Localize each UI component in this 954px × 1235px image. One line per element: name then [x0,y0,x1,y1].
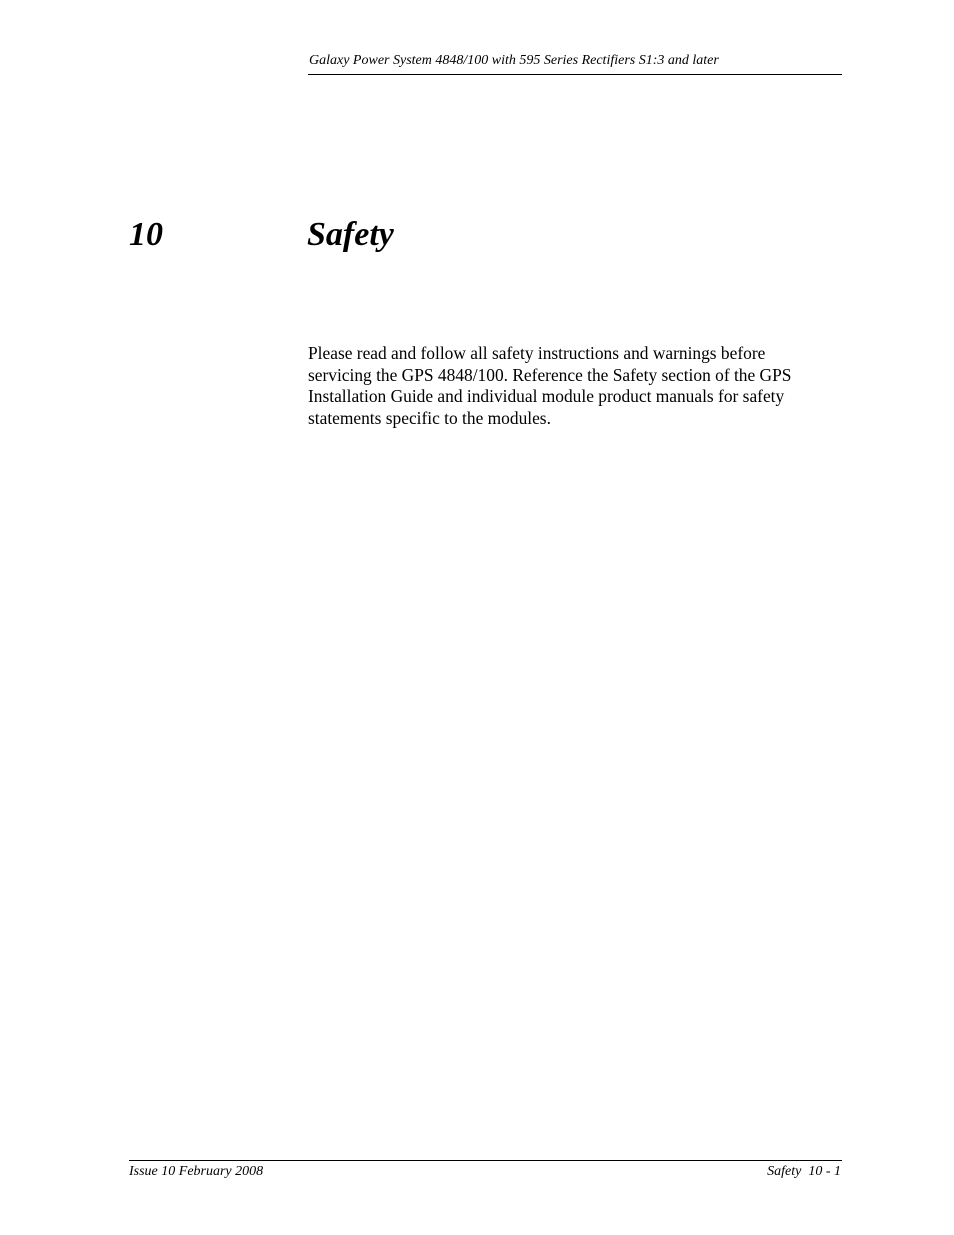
body-line: Please read and follow all safety instructions and warnings before [308,343,766,363]
running-header-title: Galaxy Power System 4848/100 with 595 Series Rectifiers S1:3 and later [309,53,719,68]
footer-issue-date: Issue 10 February 2008 [129,1164,264,1179]
chapter-title: Safety [307,216,394,253]
chapter-number: 10 [129,216,163,253]
body-line: Installation Guide and individual module product manuals for safety [308,386,785,407]
body-line: statements specific to the modules. [308,408,551,429]
page-footer [129,1160,842,1185]
body-line: servicing the GPS 4848/100. Reference the Safety section of the GPS [308,364,792,385]
footer-page-number: Safety 10 - 1 [767,1164,841,1179]
body-paragraph [308,343,838,430]
page-header [308,52,842,75]
